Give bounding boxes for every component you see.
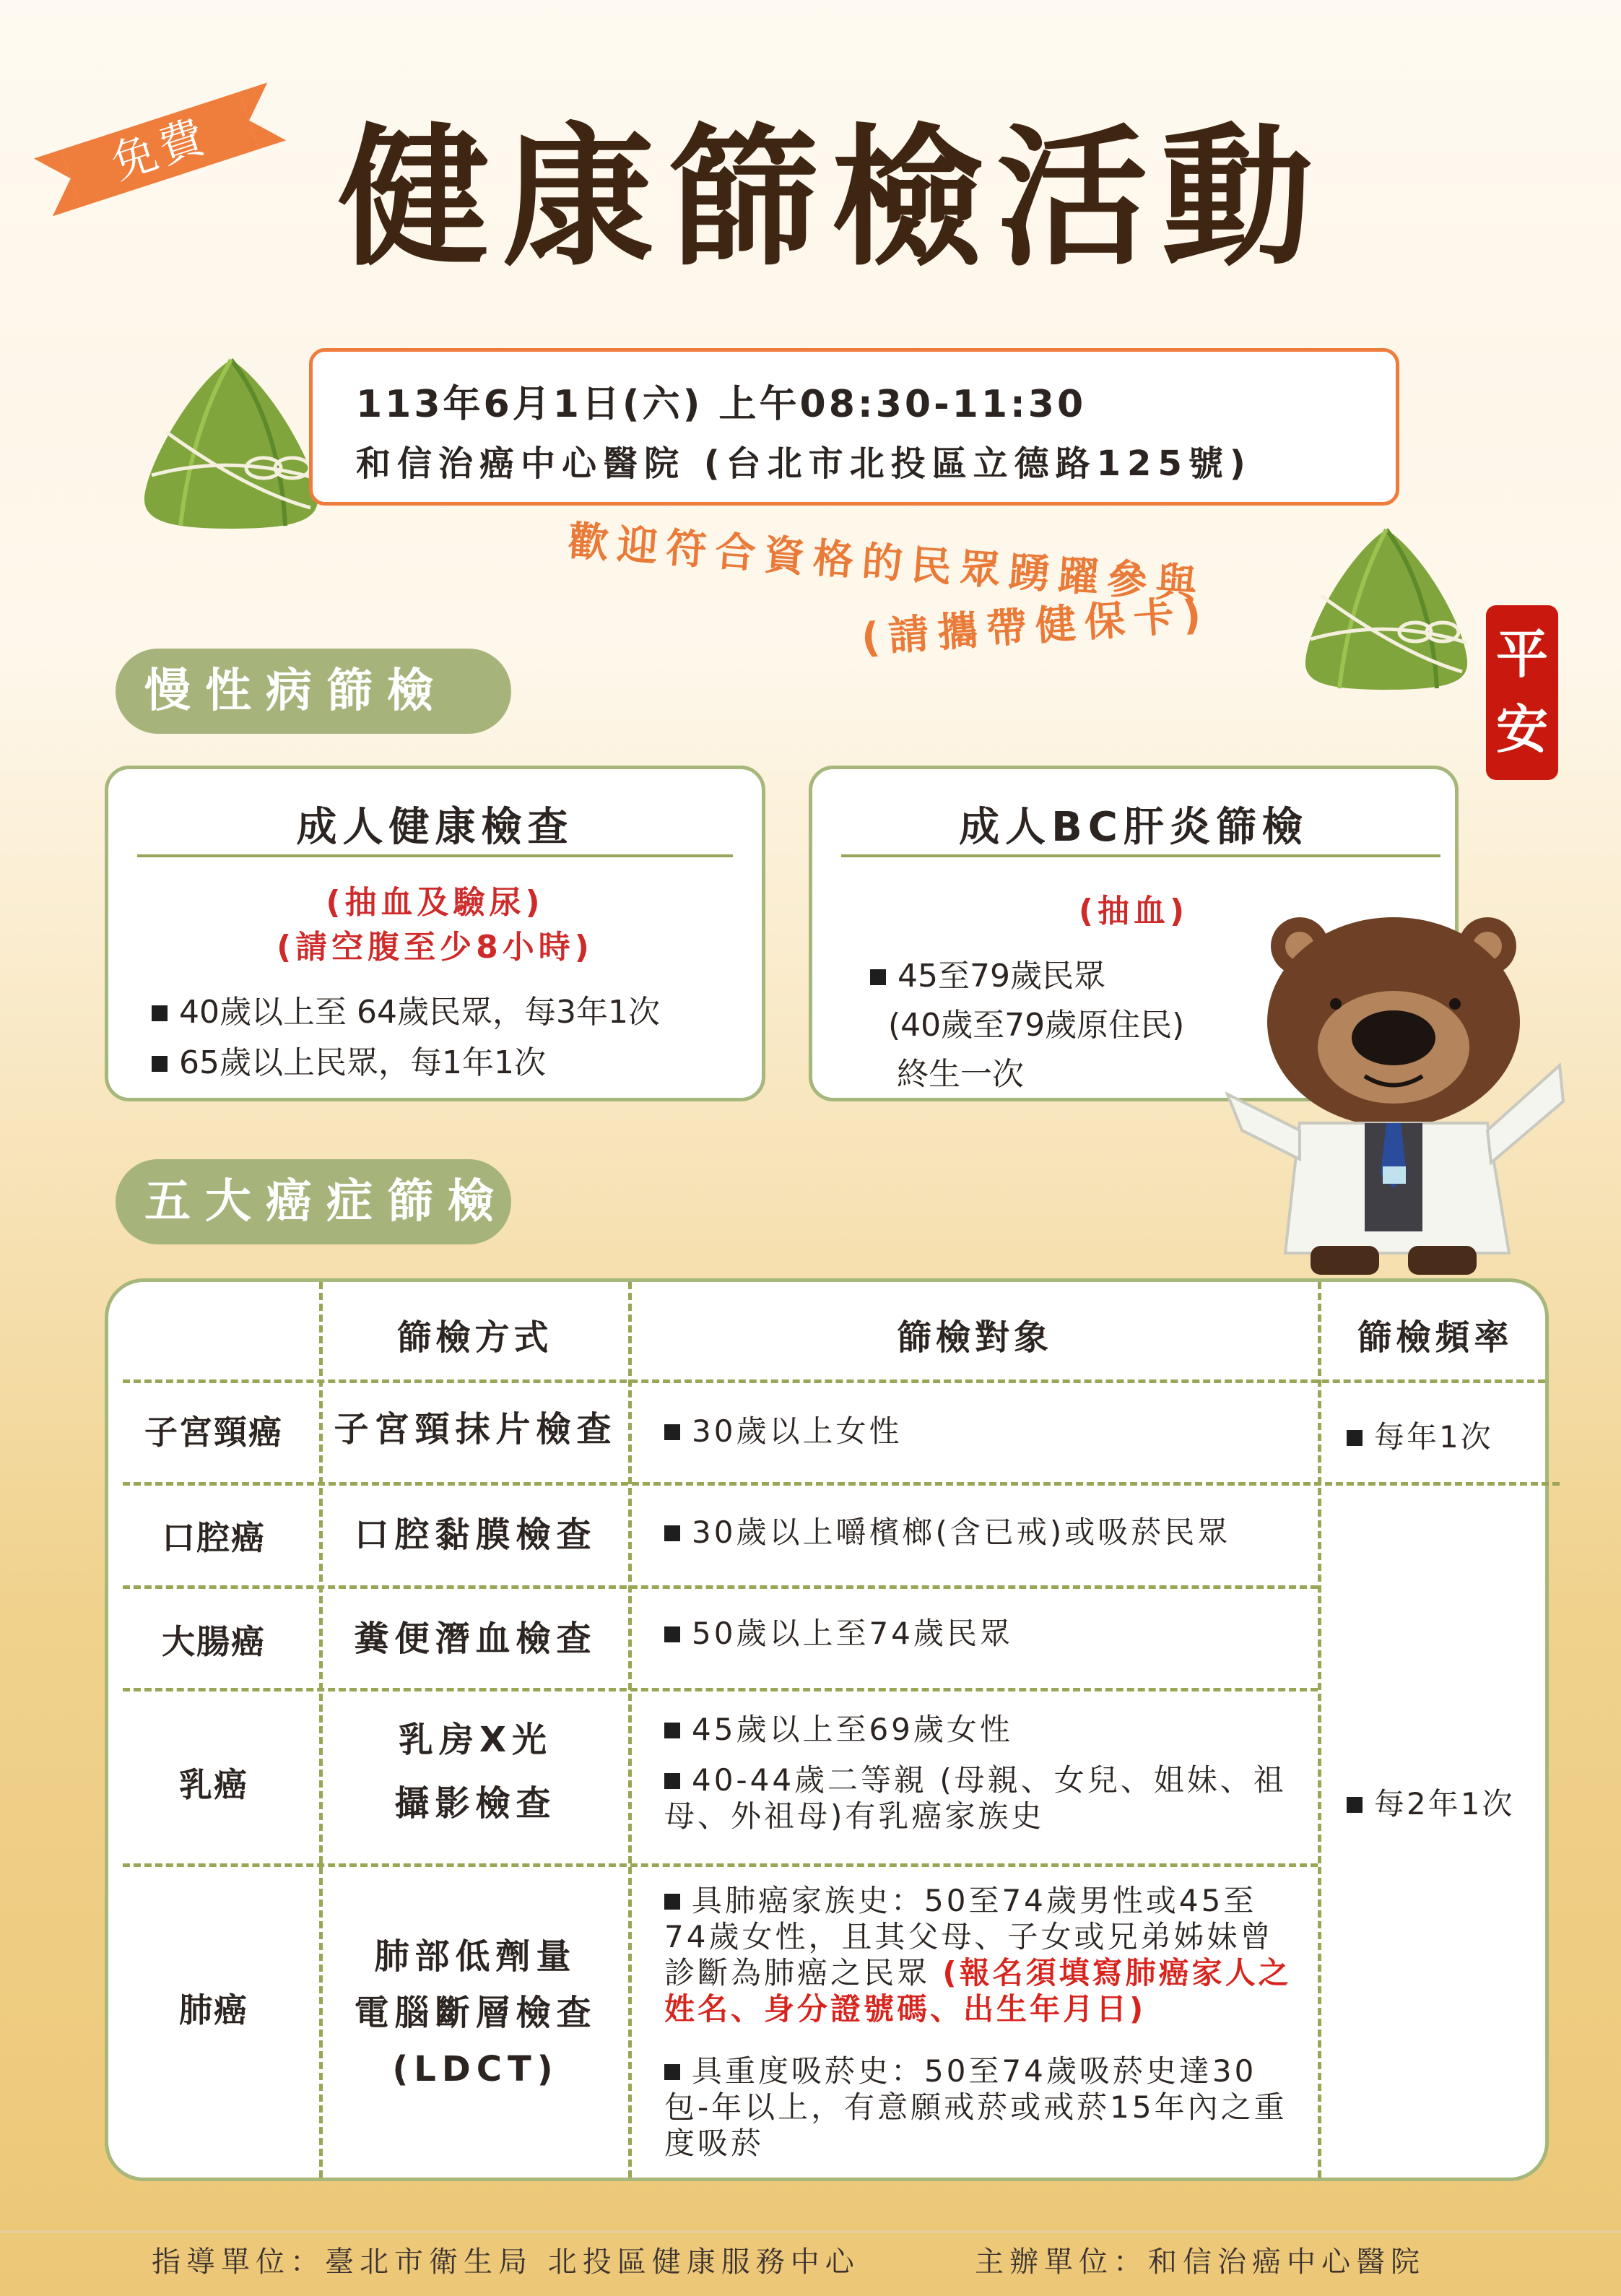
zongzi-right-illustration [1300, 524, 1473, 693]
card-title: 成人BC肝炎篩檢 [959, 804, 1308, 851]
stamp-char: 平 [1495, 624, 1548, 685]
column-divider [1318, 1282, 1321, 2178]
row-divider [123, 1379, 1545, 1383]
footer-divider [0, 2230, 1621, 2233]
breast-target-1: 45歲以上至69歲女性 [664, 1712, 1300, 1748]
header-target: 篩檢對象 [896, 1317, 1053, 1358]
oral-cancer-label: 口腔癌 [162, 1518, 266, 1557]
event-info-box [309, 348, 1399, 506]
row-divider [123, 1863, 1318, 1867]
list-item: 40歲以上至 64歲民眾，每3年1次 [152, 986, 660, 1032]
breast-target-2: 40-44歲二等親 (母親、女兒、姐妹、祖母、外祖母)有乳癌家族史 [664, 1762, 1287, 1834]
header-frequency: 篩檢頻率 [1357, 1317, 1513, 1358]
bullet-icon [664, 1894, 680, 1910]
bullet-icon [664, 1773, 680, 1789]
colorectal-method: 糞便潛血檢查 [354, 1619, 597, 1659]
frequency-yearly: 每年1次 [1347, 1413, 1493, 1457]
event-datetime: 113年6月1日(六) 上午08:30-11:30 [356, 383, 1087, 426]
lung-method [323, 1928, 628, 2097]
bullet-icon [664, 1723, 680, 1738]
footer-host: 主辦單位：和信治癌中心醫院 [975, 2245, 1425, 2279]
cervical-target: 30歲以上女性 [664, 1413, 1300, 1450]
row-divider [123, 1585, 1318, 1589]
cervical-method: 子宮頸抹片檢查 [334, 1409, 617, 1450]
bullet-icon [664, 2064, 680, 2080]
list-item: 終生一次 [897, 1056, 1024, 1093]
peace-stamp [1486, 605, 1558, 780]
lung-target-1: 具肺癌家族史：50至74歲男性或45至74歲女性，且其父母、子女或兄弟姊妹曾診斷為肺癌之民眾 (報名須填寫肺癌家人之姓名、身分證號碼、出生年月日) [664, 1883, 1292, 2027]
free-ribbon [30, 74, 276, 228]
method-line: 乳房X光 [398, 1720, 552, 1760]
bullet-icon [1347, 1797, 1363, 1813]
method-line: (LDCT) [392, 2049, 559, 2089]
row-divider [123, 1688, 1318, 1691]
oral-method: 口腔黏膜檢查 [354, 1515, 597, 1555]
bullet-icon [152, 1005, 168, 1021]
footer-guide: 指導單位：臺北市衛生局 北投區健康服務中心 [152, 2245, 860, 2279]
card-note: (請空腹至少8小時) [277, 929, 594, 966]
section-chronic: 慢性病篩檢 [116, 649, 511, 734]
card-title: 成人健康檢查 [296, 804, 574, 851]
column-divider [628, 1282, 632, 2178]
cervical-cancer-label: 子宮頸癌 [144, 1413, 283, 1452]
lung-target-note: (報名須填寫肺癌家人之姓名、身分證號碼、出生年月日) [664, 1955, 1292, 2027]
bullet-icon [664, 1626, 680, 1642]
bullet-icon [664, 1424, 680, 1440]
card-divider [841, 854, 1440, 857]
list-item: 45至79歲民眾 [870, 950, 1105, 996]
bullet-icon [664, 1525, 680, 1541]
card-divider [137, 854, 733, 857]
welcome-text: 歡迎符合資格的民眾踴躍參與 [566, 517, 1207, 610]
lung-cancer-label: 肺癌 [179, 1990, 248, 2029]
zongzi-left-illustration [137, 352, 325, 533]
oral-target: 30歲以上嚼檳榔(含已戒)或吸菸民眾 [664, 1515, 1300, 1551]
stamp-char: 安 [1495, 699, 1548, 760]
header-method: 篩檢方式 [396, 1317, 553, 1358]
method-line: 攝影檢查 [394, 1783, 557, 1824]
method-line: 電腦斷層檢查 [354, 1993, 597, 2033]
free-label: 免費 [105, 108, 215, 190]
frequency-biennial: 每2年1次 [1347, 1780, 1514, 1824]
bear-doctor-mascot [1220, 914, 1581, 1282]
row-divider [123, 1482, 1560, 1486]
colorectal-cancer-label: 大腸癌 [162, 1622, 266, 1661]
lung-target-2: 具重度吸菸史：50至74歲吸菸史達30包-年以上，有意願戒菸或戒菸15年內之重度吸菸 [664, 2053, 1287, 2161]
card-note: (抽血) [1078, 893, 1189, 930]
page-title: 健康篩檢活動 [338, 110, 1326, 287]
bullet-icon [152, 1056, 168, 1072]
method-line: 肺部低劑量 [374, 1936, 577, 1977]
cancer-screening-table [105, 1278, 1549, 2181]
list-item: 65歲以上民眾，每1年1次 [152, 1036, 546, 1083]
card-note: (抽血及驗尿) [326, 884, 544, 921]
breast-cancer-label: 乳癌 [179, 1765, 248, 1804]
adult-health-card [105, 766, 765, 1101]
section-cancer: 五大癌症篩檢 [116, 1159, 511, 1244]
bullet-icon [1347, 1430, 1363, 1446]
colorectal-target: 50歲以上至74歲民眾 [664, 1616, 1300, 1652]
breast-method [323, 1708, 628, 1835]
bring-card-note: (請攜帶健保卡) [859, 591, 1212, 662]
bullet-icon [870, 969, 886, 985]
event-venue: 和信治癌中心醫院 (台北市北投區立德路125號) [356, 443, 1252, 484]
list-item: (40歲至79歲原住民) [888, 1007, 1185, 1044]
